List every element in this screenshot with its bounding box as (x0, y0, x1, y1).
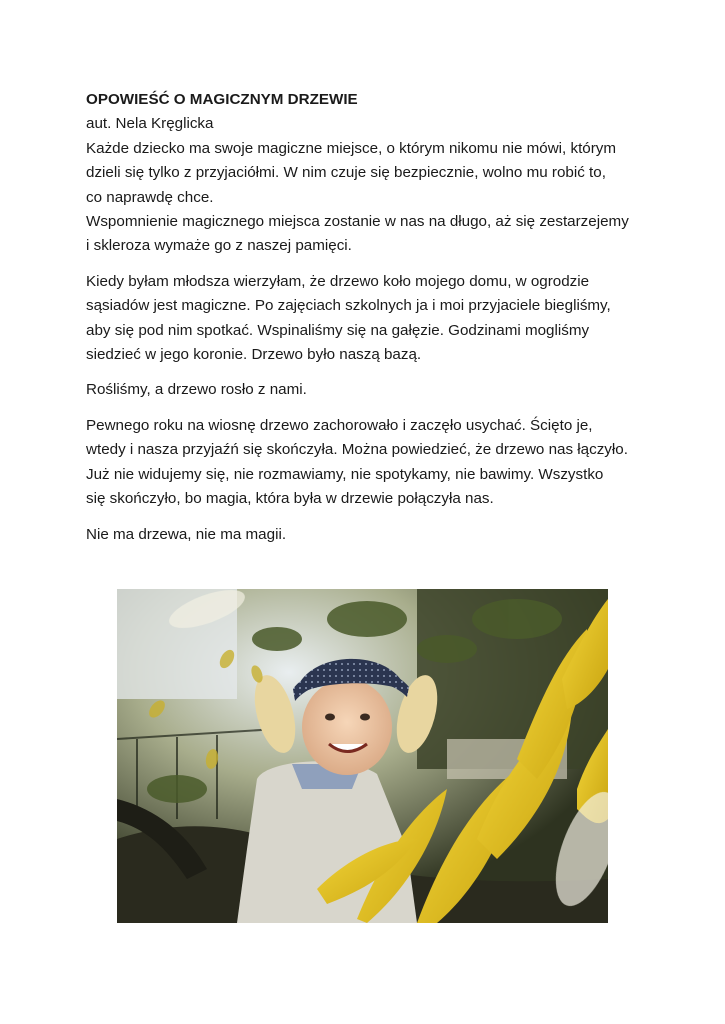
paragraph-line: siedzieć w jego koronie. Drzewo było naszą bazą. (86, 346, 422, 364)
child-in-tree-photo (117, 589, 608, 923)
paragraph-1 (86, 137, 646, 259)
document-title: OPOWIEŚĆ O MAGICZNYM DRZEWIE (86, 91, 358, 108)
paragraph-line: sąsiadów jest magiczne. Po zajęciach szkolnych ja i moi przyjaciele biegliśmy, (86, 297, 611, 315)
paragraph-5 (86, 523, 646, 547)
photo-illustration (117, 589, 608, 923)
paragraph-line: dzieli się tylko z przyjaciółmi. W nim czuje się bezpiecznie, wolno mu robić to, (86, 164, 606, 182)
paragraph-2 (86, 270, 646, 368)
paragraph-line: Nie ma drzewa, nie ma magii. (86, 525, 287, 543)
document-body (86, 88, 646, 558)
document-author: aut. Nela Kręglicka (86, 115, 214, 133)
paragraph-line: Już nie widujemy się, nie rozmawiamy, nie spotykamy, nie bawimy. Wszystko (86, 465, 604, 483)
paragraph-line: wtedy i nasza przyjaźń się skończyła. Można powiedzieć, że drzewo nas łączyło. (86, 441, 628, 459)
paragraph-line: Każde dziecko ma swoje magiczne miejsce, o którym nikomu nie mówi, którym (86, 139, 617, 157)
paragraph-line: aby się pod nim spotkać. Wspinaliśmy się na gałęzie. Godzinami mogliśmy (86, 321, 590, 339)
paragraph-4 (86, 414, 646, 512)
child-face (302, 679, 392, 775)
paragraph-line: się skończyło, bo magia, która była w drzewie połączyła nas. (86, 490, 494, 508)
paragraph-line: i skleroza wymaże go z naszej pamięci. (86, 237, 352, 255)
paragraph-line: co naprawdę chce. (86, 188, 214, 206)
paragraph-line: Wspomnienie magicznego miejsca zostanie w nas na długo, aż się zestarzejemy (86, 213, 629, 231)
paragraph-3 (86, 378, 646, 402)
paragraph-line: Pewnego roku na wiosnę drzewo zachorowało i zaczęło usychać. Ścięto je, (86, 416, 593, 434)
paragraph-line: Kiedy byłam młodsza wierzyłam, że drzewo koło mojego domu, w ogrodzie (86, 272, 590, 290)
paragraph-line: Rośliśmy, a drzewo rosło z nami. (86, 381, 307, 399)
